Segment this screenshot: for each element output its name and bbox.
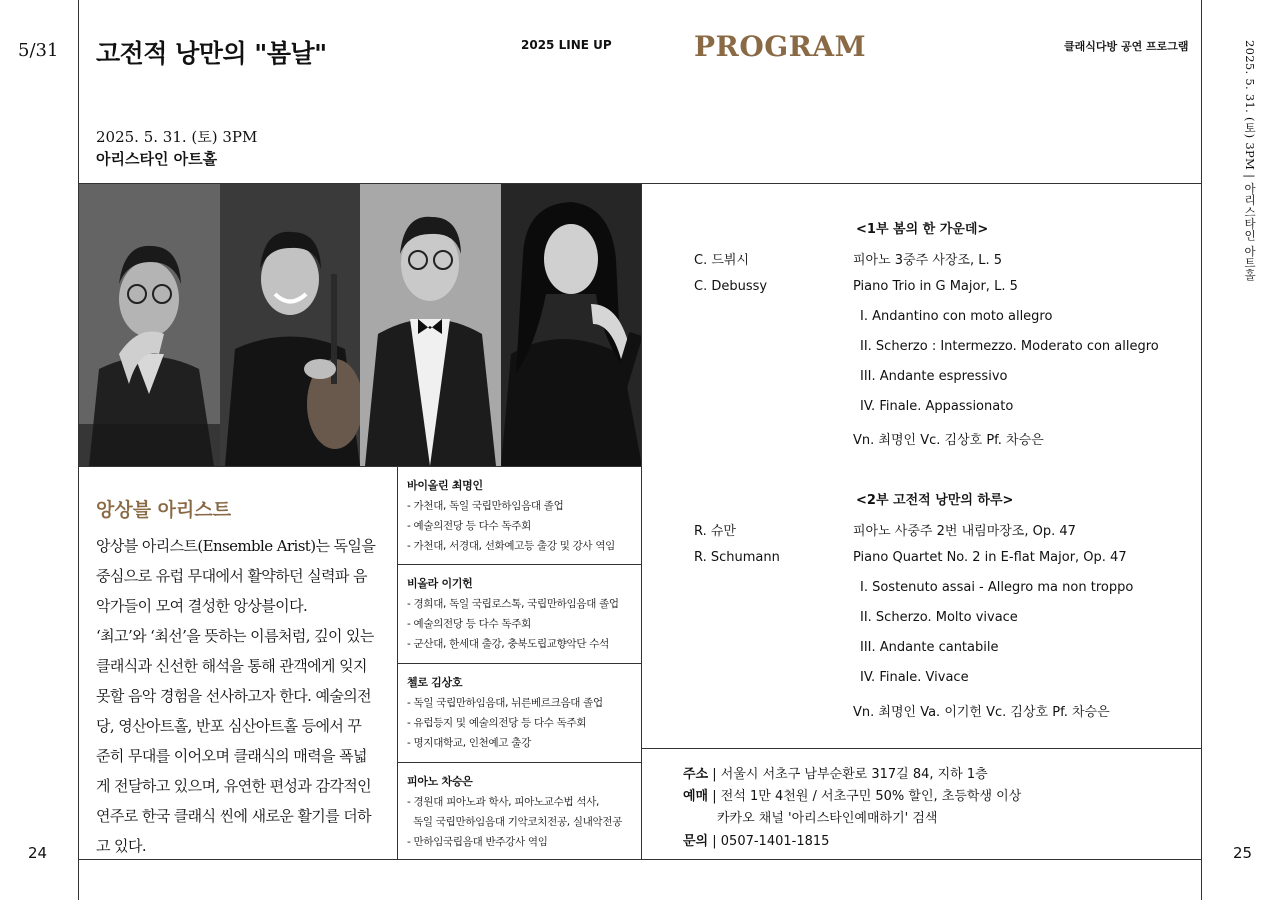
vertical-caption: 2025. 5. 31. (토) 3PM | 아리스타인 아트홀 bbox=[1243, 40, 1257, 281]
part2-movement: IV. Finale. Vivace bbox=[860, 670, 969, 685]
member-sep-1 bbox=[397, 564, 641, 565]
info-separator: | bbox=[712, 789, 721, 804]
program-heading: PROGRAM bbox=[694, 30, 867, 63]
info-booking bbox=[683, 785, 1021, 804]
part2-performers: Vn. 최명인 Va. 이기헌 Vc. 김상호 Pf. 차승은 bbox=[853, 705, 1110, 720]
part1-performers: Vn. 최명인 Vc. 김상호 Pf. 차승은 bbox=[853, 433, 1044, 448]
member-sep-2 bbox=[397, 663, 641, 664]
member-item: 독일 국립만하임음대 기악코치전공, 실내악전공 bbox=[407, 816, 623, 828]
member-name: 첼로 김상호 bbox=[407, 676, 463, 689]
member-item: - 예술의전당 등 다수 독주회 bbox=[407, 520, 531, 532]
ensemble-line: 게 전달하고 있으며, 유연한 편성과 감각적인 bbox=[96, 777, 372, 795]
info-separator: | bbox=[712, 767, 721, 782]
part2-movement: I. Sostenuto assai - Allegro ma non troppo bbox=[860, 580, 1134, 595]
part2-work-ko: 피아노 사중주 2번 내림마장조, Op. 47 bbox=[853, 524, 1076, 539]
ensemble-photos bbox=[79, 184, 641, 466]
part1-composer-en: C. Debussy bbox=[694, 279, 768, 294]
series-label: 클래식다방 공연 프로그램 bbox=[1064, 40, 1189, 53]
part1-heading: <1부 봄의 한 가운데> bbox=[856, 222, 989, 237]
member-item: - 독일 국립만하임음대, 뉘른베르크음대 졸업 bbox=[407, 697, 603, 709]
ensemble-line: 연주로 한국 클래식 씬에 새로운 활기를 더하 bbox=[96, 807, 372, 825]
booking-label: 예매 bbox=[683, 789, 709, 804]
part1-movement: I. Andantino con moto allegro bbox=[860, 309, 1053, 324]
part2-movement: II. Scherzo. Molto vivace bbox=[860, 610, 1018, 625]
member-violin bbox=[407, 476, 639, 556]
member-item: - 경희대, 독일 국립로스톡, 국립만하임음대 졸업 bbox=[407, 598, 619, 610]
cellist-portrait bbox=[501, 184, 642, 466]
ensemble-description bbox=[96, 531, 392, 861]
part1-work-en: Piano Trio in G Major, L. 5 bbox=[853, 279, 1018, 294]
ensemble-line: ‘최고’와 ‘최선’을 뜻하는 이름처럼, 깊이 있는 bbox=[96, 627, 374, 645]
part2-work-en: Piano Quartet No. 2 in E-flat Major, Op. 47 bbox=[853, 550, 1127, 565]
member-item: - 가천대, 서경대, 선화예고등 출강 및 강사 역임 bbox=[407, 540, 616, 552]
part2-composer-en: R. Schumann bbox=[694, 550, 780, 565]
member-item: - 명지대학교, 인천예고 출강 bbox=[407, 737, 531, 749]
part1-movement: II. Scherzo : Intermezzo. Moderato con allegro bbox=[860, 339, 1159, 354]
page-number-left: 24 bbox=[28, 844, 48, 862]
member-name: 바이올린 최명인 bbox=[407, 479, 483, 492]
part1-work-ko: 피아노 3중주 사장조, L. 5 bbox=[853, 253, 1003, 268]
member-item: - 예술의전당 등 다수 독주회 bbox=[407, 618, 531, 630]
info-contact bbox=[683, 830, 829, 849]
violinist-portrait bbox=[220, 184, 361, 466]
lineup-label: 2025 LINE UP bbox=[521, 38, 612, 52]
member-viola bbox=[407, 574, 639, 654]
member-item: - 경원대 피아노과 학사, 피아노교수법 석사, bbox=[407, 796, 600, 808]
event-venue: 아리스타인 아트홀 bbox=[96, 150, 218, 168]
event-date: 2025. 5. 31. (토) 3PM bbox=[96, 128, 258, 146]
member-item: - 가천대, 독일 국립만하임음대 졸업 bbox=[407, 500, 564, 512]
ensemble-line: 중심으로 유럽 무대에서 활약하던 실력파 음 bbox=[96, 567, 367, 585]
contact-label: 문의 bbox=[683, 834, 709, 849]
part1-composer-ko: C. 드뷔시 bbox=[694, 253, 750, 268]
part2-heading: <2부 고전적 낭만의 하루> bbox=[856, 493, 1014, 508]
member-item: - 만하임국립음대 반주강사 역임 bbox=[407, 836, 548, 848]
page-number-right: 25 bbox=[1233, 844, 1253, 862]
page-title: 고전적 낭만의 "봄날" bbox=[96, 39, 327, 68]
violist-portrait bbox=[360, 184, 501, 466]
info-address bbox=[683, 763, 988, 782]
part1-movement: IV. Finale. Appassionato bbox=[860, 399, 1014, 414]
member-piano bbox=[407, 772, 639, 852]
center-divider bbox=[641, 184, 642, 860]
part2-movement: III. Andante cantabile bbox=[860, 640, 999, 655]
member-sep-3 bbox=[397, 762, 641, 763]
ensemble-line: 당, 영산아트홀, 반포 심산아트홀 등에서 꾸 bbox=[96, 717, 362, 735]
side-date: 5/31 bbox=[18, 40, 59, 61]
member-item: - 군산대, 한세대 출강, 충북도립교향악단 수석 bbox=[407, 638, 609, 650]
member-name: 피아노 차승은 bbox=[407, 775, 473, 788]
member-cello bbox=[407, 673, 639, 753]
contact-value: 0507-1401-1815 bbox=[720, 834, 830, 849]
ensemble-line: 고 있다. bbox=[96, 837, 147, 855]
ensemble-line: 못할 음악 경험을 선사하고자 한다. 예술의전 bbox=[96, 687, 372, 705]
address-label: 주소 bbox=[683, 767, 709, 782]
pianist-portrait bbox=[79, 184, 220, 466]
right-margin-line bbox=[1201, 0, 1202, 900]
info-separator: | bbox=[712, 834, 721, 849]
ensemble-line: 악가들이 모여 결성한 앙상블이다. bbox=[96, 597, 308, 615]
ensemble-line: 앙상블 아리스트(Ensemble Arist)는 독일을 bbox=[96, 537, 376, 555]
ensemble-line: 준히 무대를 이어오며 클래식의 매력을 폭넓 bbox=[96, 747, 367, 765]
part1-movement: III. Andante espressivo bbox=[860, 369, 1008, 384]
ensemble-title: 앙상블 아리스트 bbox=[96, 499, 232, 521]
booking-channel: 카카오 채널 '아리스타인예매하기' 검색 bbox=[717, 811, 938, 826]
part2-composer-ko: R. 슈만 bbox=[694, 524, 736, 539]
address-value: 서울시 서초구 남부순환로 317길 84, 지하 1층 bbox=[720, 767, 988, 782]
info-divider bbox=[641, 748, 1202, 749]
member-name: 비올라 이기헌 bbox=[407, 577, 473, 590]
ensemble-line: 클래식과 신선한 해석을 통해 관객에게 잊지 bbox=[96, 657, 367, 675]
booking-value: 전석 1만 4천원 / 서초구민 50% 할인, 초등학생 이상 bbox=[720, 789, 1022, 804]
member-item: - 유럽등지 및 예술의전당 등 다수 독주회 bbox=[407, 717, 587, 729]
photo-bottom-line bbox=[78, 466, 641, 467]
